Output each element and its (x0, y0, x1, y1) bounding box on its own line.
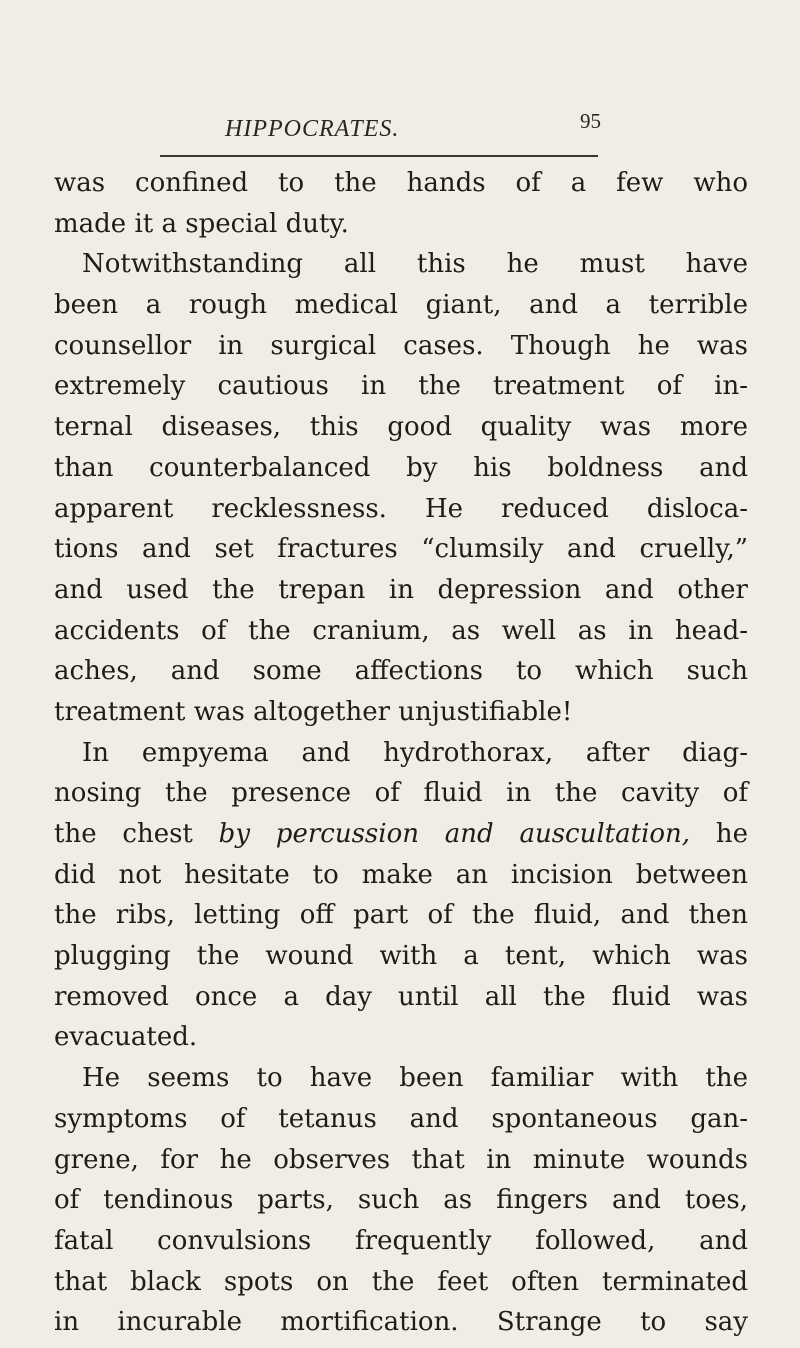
page-number: 95 (580, 109, 601, 133)
text-line: ternal diseases, this good quality was more (54, 412, 748, 443)
text-line: Notwithstanding all this he must have (82, 249, 748, 280)
text-line: grene, for he observes that in minute wounds (54, 1144, 748, 1175)
text-line: counsellor in surgical cases. Though he was (54, 330, 748, 361)
text-line: did not hesitate to make an incision between (54, 859, 748, 890)
text-line: the ribs, letting off part of the fluid, and then (54, 900, 748, 931)
text-line: aches, and some affections to which such (54, 656, 748, 687)
text-line: that black spots on the feet often terminated (54, 1266, 748, 1297)
text-line: evacuated. (54, 1022, 198, 1053)
text-line: tions and set fractures “clumsily and cruelly,” (54, 534, 748, 565)
text-line: removed once a day until all the fluid was (54, 981, 748, 1012)
text-line: accidents of the cranium, as well as in head- (54, 615, 748, 646)
running-head: HIPPOCRATES. (225, 116, 400, 142)
text-line: fatal convulsions frequently followed, and (54, 1225, 748, 1256)
text-line: been a rough medical giant, and a terrible (54, 290, 748, 321)
body-text (54, 163, 748, 1343)
text-line: of tendinous parts, such as fingers and toes, (54, 1185, 748, 1216)
text-line: symptoms of tetanus and spontaneous gan- (54, 1103, 748, 1134)
text-line: than counterbalanced by his boldness and (54, 452, 748, 483)
text-run: he (690, 819, 748, 849)
text-line (54, 814, 748, 855)
text-line: He seems to have been familiar with the (82, 1063, 748, 1094)
text-line: nosing the presence of fluid in the cavity of (54, 778, 748, 809)
header-rule (160, 155, 598, 157)
text-line: and used the trepan in depression and other (54, 574, 748, 605)
text-line: made it a special duty. (54, 208, 349, 239)
italic-phrase: by percussion and auscultation, (218, 819, 691, 849)
text-line: In empyema and hydrothorax, after diag- (82, 737, 748, 768)
text-line: was confined to the hands of a few who (54, 168, 748, 198)
text-line: treatment was altogether unjustifiable! (54, 696, 573, 727)
text-line: extremely cautious in the treatment of in- (54, 371, 748, 402)
text-line: in incurable mortification. Strange to say (54, 1307, 748, 1338)
text-line: plugging the wound with a tent, which was (54, 941, 748, 972)
text-run: the chest (54, 819, 219, 849)
text-line: apparent recklessness. He reduced disloca- (54, 493, 748, 524)
